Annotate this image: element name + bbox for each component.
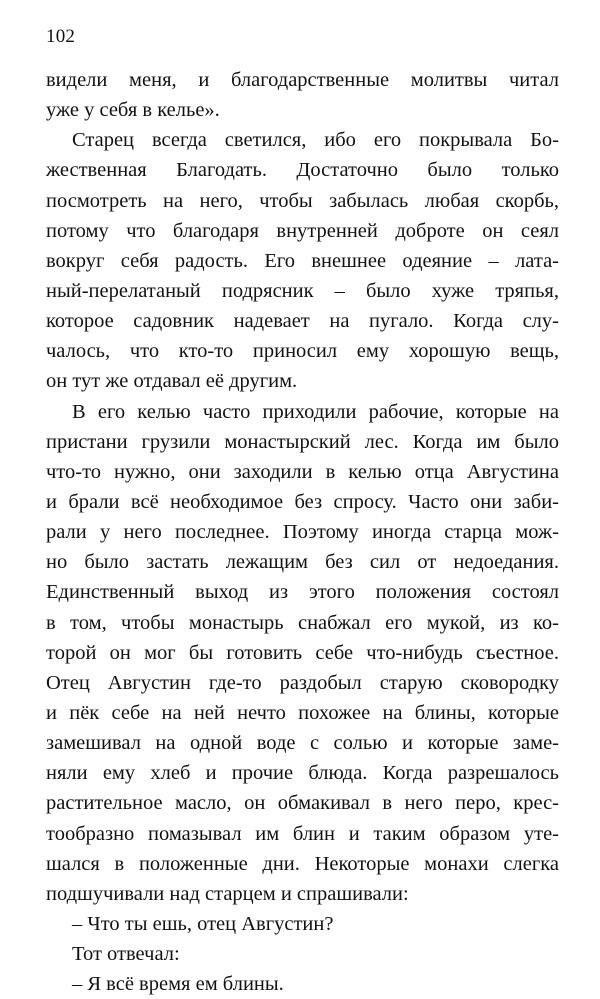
text-line: вокруг себя радость. Его внешнее одеяние – лата-: [46, 249, 559, 272]
text-line: чалось, что кто-то приносил ему хорошую вещь,: [46, 340, 559, 363]
text-line: и брали всё необходимое без спросу. Часто они заби-: [46, 490, 559, 513]
text-line: уже у себя в келье».: [46, 99, 220, 122]
text-line: жественная Благодать. Достаточно было только: [46, 159, 559, 182]
text-line: пристани грузили монастырский лес. Когда им было: [46, 430, 559, 453]
text-line: и пёк себе на ней нечто похожее на блины, которые: [46, 701, 559, 724]
text-line: Отец Августин где-то раздобыл старую сковородку: [46, 671, 559, 694]
text-line: торой он мог бы готовить себе что-нибудь съестное.: [46, 641, 559, 664]
text-line: которое садовник надевает на пугало. Когда слу-: [46, 310, 559, 333]
text-line: ный-перелатаный подрясник – было хуже тряпья,: [46, 279, 559, 302]
text-line: видели меня, и благодарственные молитвы читал: [46, 69, 559, 91]
text-line: он тут же отдавал её другим.: [46, 370, 298, 393]
body-text: [46, 65, 559, 999]
text-line: тообразно помазывал им блин и таким образом уте-: [46, 822, 559, 845]
page-number: 102: [46, 26, 76, 47]
text-line: в том, чтобы монастырь снабжал его мукой, из ко-: [46, 611, 559, 634]
text-line: няли ему хлеб и прочие блюда. Когда разрешалось: [46, 762, 559, 785]
paragraph-first-line: Старец всегда светился, ибо его покрывала Бо-: [72, 129, 559, 152]
dialogue-line: – Что ты ешь, отец Августин?: [72, 912, 334, 935]
text-line: растительное масло, он обмакивал в него перо, крес-: [46, 792, 559, 815]
paragraph-first-line: В его келью часто приходили рабочие, которые на: [72, 400, 559, 423]
text-line: замешивал на одной воде с солью и которые заме-: [46, 732, 559, 755]
text-line: что-то нужно, они заходили в келью отца Августина: [46, 460, 559, 483]
dialogue-line: Тот отвечал:: [72, 943, 180, 966]
dialogue-line: – Я всё время ем блины.: [72, 973, 284, 996]
text-line: шался в положенные дни. Некоторые монахи слегка: [46, 852, 559, 875]
text-line: посмотреть на него, чтобы забылась любая скорбь,: [46, 189, 559, 212]
text-line: рали у него последнее. Поэтому иногда старца мож-: [46, 521, 559, 544]
text-line: потому что благодаря внутренней доброте он сеял: [46, 219, 559, 242]
text-line: но было застать лежащим без сил от недоедания.: [46, 551, 559, 574]
text-line: подшучивали над старцем и спрашивали:: [46, 882, 409, 905]
text-line: Единственный выход из этого положения состоял: [46, 581, 559, 604]
